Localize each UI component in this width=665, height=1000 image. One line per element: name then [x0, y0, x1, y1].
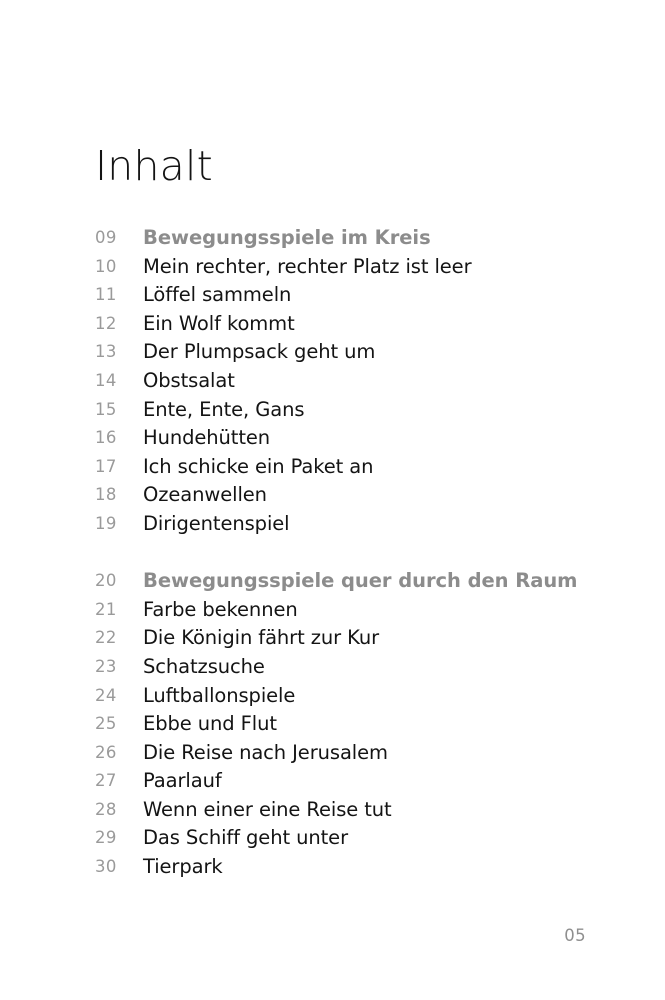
toc-entry-label: Tierpark — [143, 855, 223, 879]
toc-section-heading-row[interactable] — [0, 228, 665, 257]
toc-entry-row[interactable] — [0, 511, 665, 543]
toc-page-number: 18 — [95, 485, 117, 505]
toc-entry-row[interactable] — [0, 740, 665, 772]
toc-entry-row[interactable] — [0, 654, 665, 686]
toc-page-number: 10 — [95, 256, 117, 276]
toc-page-number: 30 — [95, 857, 117, 877]
toc-page-number: 26 — [95, 742, 117, 762]
toc-page-number: 11 — [95, 285, 117, 305]
toc-entry-label: Wenn einer eine Reise tut — [143, 797, 392, 821]
toc-entry-label: Ente, Ente, Gans — [143, 397, 305, 421]
toc-section — [0, 228, 665, 543]
toc-page-number: 27 — [95, 771, 117, 791]
toc-entry-row[interactable] — [0, 857, 665, 886]
toc-entry-row[interactable] — [0, 428, 665, 457]
toc-page-number: 28 — [95, 799, 117, 819]
toc-page-number: 16 — [95, 428, 117, 448]
toc-entry-row[interactable] — [0, 683, 665, 715]
toc-entry-label: Die Königin fährt zur Kur — [143, 626, 380, 650]
toc-entry-row[interactable] — [0, 342, 665, 371]
toc-entry-row[interactable] — [0, 454, 665, 486]
toc-entry-row[interactable] — [0, 368, 665, 400]
toc-entry-row[interactable] — [0, 285, 665, 314]
toc-page-number: 09 — [95, 228, 117, 247]
toc-page-number: 12 — [95, 313, 117, 333]
page-title: Inhalt — [95, 142, 213, 191]
toc-entry-label: Löffel sammeln — [143, 283, 292, 307]
toc-entry-row[interactable] — [0, 597, 665, 629]
toc-section-heading-row[interactable] — [0, 571, 665, 600]
toc-section — [0, 571, 665, 886]
toc-page-number: 14 — [95, 370, 117, 390]
toc-entry-label: Paarlauf — [143, 769, 222, 793]
toc-entry-row[interactable] — [0, 485, 665, 514]
toc-page-number: 29 — [95, 828, 117, 848]
toc-entry-row[interactable] — [0, 771, 665, 800]
toc-entry-row[interactable] — [0, 828, 665, 857]
toc-page-number: 17 — [95, 456, 117, 476]
toc-page-number: 19 — [95, 513, 117, 533]
toc-entry-label: Farbe bekennen — [143, 597, 298, 621]
toc-entry-label: Der Plumpsack geht um — [143, 340, 376, 364]
toc-page-number: 24 — [95, 685, 117, 705]
toc-page-number: 13 — [95, 342, 117, 362]
toc-entry-row[interactable] — [0, 254, 665, 286]
toc-entry-row[interactable] — [0, 628, 665, 657]
toc-entry-label: Das Schiff geht unter — [143, 826, 348, 850]
toc-entry-row[interactable] — [0, 397, 665, 429]
toc-page-number: 22 — [95, 628, 117, 648]
toc-section-heading-label: Bewegungsspiele quer durch den Raum — [143, 569, 578, 593]
toc-entry-row[interactable] — [0, 311, 665, 343]
toc-entry-label: Luftballonspiele — [143, 683, 296, 707]
toc-entry-label: Mein rechter, rechter Platz ist leer — [143, 254, 472, 278]
toc-entry-label: Hundehütten — [143, 426, 271, 450]
toc-page-number: 21 — [95, 599, 117, 619]
toc-entry-row[interactable] — [0, 797, 665, 829]
toc-entry-label: Ich schicke ein Paket an — [143, 454, 374, 478]
toc-entry-row[interactable] — [0, 714, 665, 743]
toc-entry-label: Schatzsuche — [143, 654, 265, 678]
toc-entry-label: Ozeanwellen — [143, 483, 267, 507]
toc-page-number: 15 — [95, 399, 117, 419]
toc-entry-label: Die Reise nach Jerusalem — [143, 740, 388, 764]
toc-section-heading-label: Bewegungsspiele im Kreis — [143, 226, 431, 249]
toc-entry-label: Obstsalat — [143, 368, 235, 392]
page-folio: 05 — [564, 926, 586, 945]
toc-entry-label: Ebbe und Flut — [143, 712, 277, 736]
toc-page-number: 20 — [95, 571, 117, 591]
toc-entry-label: Ein Wolf kommt — [143, 311, 295, 335]
table-of-contents — [0, 228, 665, 886]
toc-page-number: 23 — [95, 656, 117, 676]
toc-entry-label: Dirigentenspiel — [143, 511, 290, 535]
toc-page-number: 25 — [95, 714, 117, 734]
